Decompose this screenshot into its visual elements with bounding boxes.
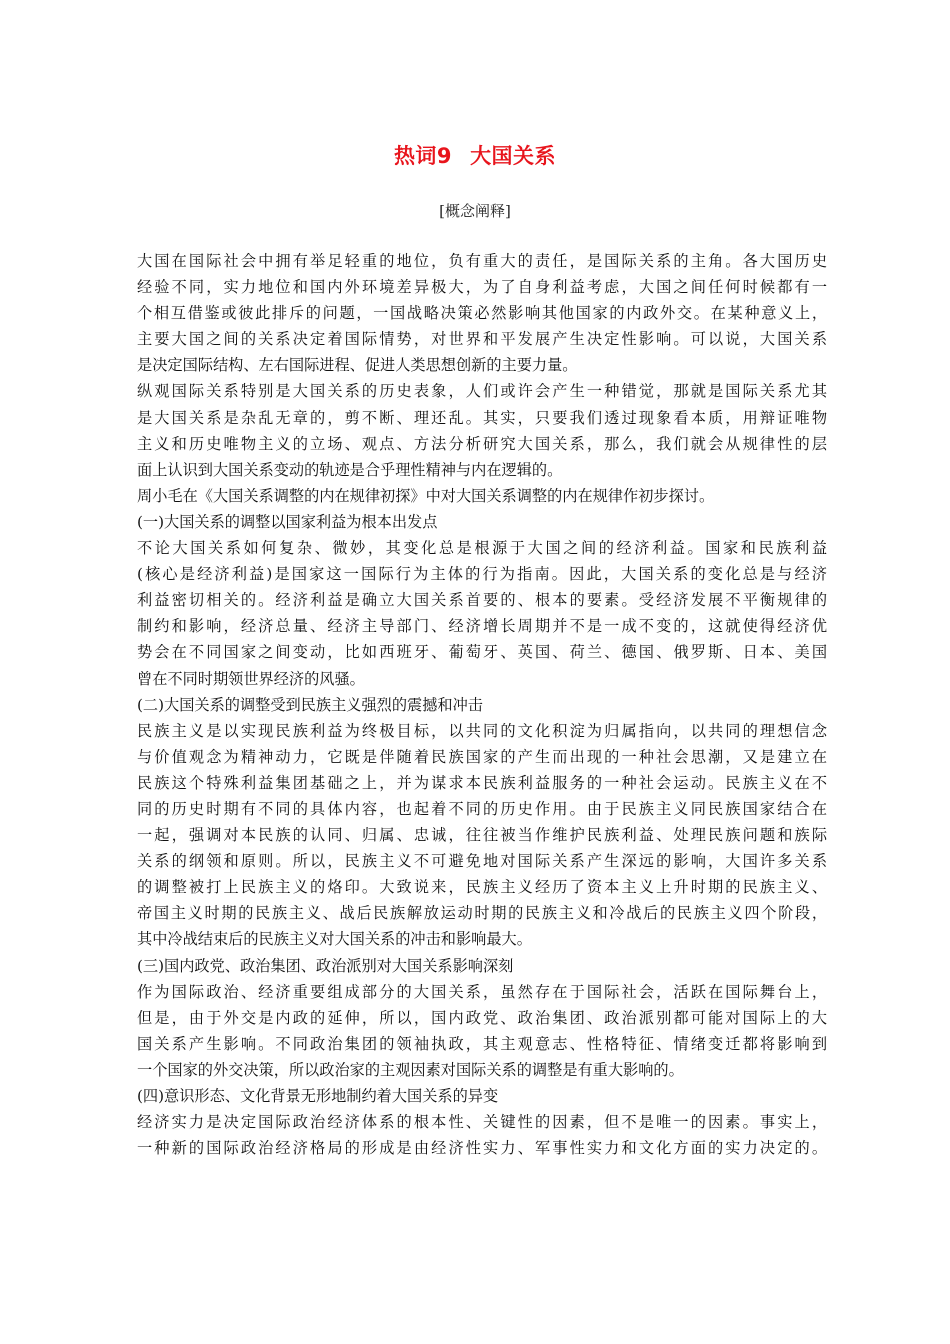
text-line: 利益密切相关的。经济利益是确立大国关系首要的、根本的要素。受经济发展不平衡规律的 (137, 591, 827, 610)
text-line: 与价值观念为精神动力，它既是伴随着民族国家的产生而出现的一种社会思潮，又是建立在 (137, 747, 827, 766)
title-topic: 大国关系 (470, 144, 557, 168)
text-line: 大国在国际社会中拥有举足轻重的地位，负有重大的责任，是国际关系的主角。各大国历史 (137, 252, 827, 270)
text-line: (核心是经济利益)是国家这一国际行为主体的行为指南。因此，大国关系的变化总是与经济 (137, 565, 827, 584)
text-line: 主义和历史唯物主义的立场、观点、方法分析研究大国关系，那么，我们就会从规律性的层 (137, 434, 827, 453)
text-line: (三)国内政党、政治集团、政治派别对大国关系影响深刻 (137, 956, 514, 975)
text-line: 但是，由于外交是内政的延伸，所以，国内政党、政治集团、政治派别都可能对国际上的大 (137, 1008, 827, 1027)
text-line: (二)大国关系的调整受到民族主义强烈的震撼和冲击 (137, 695, 483, 714)
text-line: 不论大国关系如何复杂、微妙，其变化总是根源于大国之间的经济利益。国家和民族利益 (137, 539, 827, 558)
page-title (0, 141, 950, 171)
text-line: 同的历史时期有不同的具体内容，也起着不同的历史作用。由于民族主义同民族国家结合在 (137, 799, 827, 818)
text-line: 民族这个特殊利益集团基础之上，并为谋求本民族利益服务的一种社会运动。民族主义在不 (137, 773, 827, 792)
text-line: 民族主义是以实现民族利益为终极目标，以共同的文化积淀为归属指向，以共同的理想信念 (137, 721, 827, 740)
text-line: (四)意识形态、文化背景无形地制约着大国关系的异变 (137, 1087, 499, 1105)
text-line: 国关系产生影响。不同政治集团的领袖执政，其主观意志、性格特征、情绪变迁都将影响到 (137, 1034, 827, 1053)
text-line: 制约和影响，经济总量、经济主导部门、经济增长周期并不是一成不变的，这就使得经济优 (137, 617, 827, 636)
text-line: 关系的纲领和原则。所以，民族主义不可避免地对国际关系产生深远的影响，大国许多关系 (137, 852, 827, 871)
text-line: 其中冷战结束后的民族主义对大国关系的冲击和影响最大。 (137, 930, 532, 949)
text-line: (一)大国关系的调整以国家利益为根本出发点 (137, 512, 438, 531)
text-line: 势会在不同国家之间变动，比如西班牙、葡萄牙、英国、荷兰、德国、俄罗斯、日本、美国 (137, 643, 827, 662)
text-line: 纵观国际关系特别是大国关系的历史表象，人们或许会产生一种错觉，那就是国际关系尤其 (137, 382, 827, 401)
section-subtitle: [概念阐释] (439, 202, 511, 220)
text-line: 个相互借鉴或彼此排斥的问题，一国战略决策必然影响其他国家的内政外交。在某种意义上， (137, 304, 827, 323)
text-line: 的调整被打上民族主义的烙印。大致说来，民族主义经历了资本主义上升时期的民族主义、 (137, 878, 827, 897)
text-line: 曾在不同时期领世界经济的风骚。 (137, 669, 365, 688)
text-line: 主要大国之间的关系决定着国际情势，对世界和平发展产生决定性影响。可以说，大国关系 (137, 330, 827, 349)
text-line: 是决定国际结构、左右国际进程、促进人类思想创新的主要力量。 (137, 356, 578, 375)
text-line: 经济实力是决定国际政治经济体系的根本性、关键性的因素，但不是唯一的因素。事实上， (137, 1113, 827, 1132)
text-line: 周小毛在《大国关系调整的内在规律初探》中对大国关系调整的内在规律作初步探讨。 (137, 486, 715, 505)
text-line: 面上认识到大国关系变动的轨迹是合乎理性精神与内在逻辑的。 (137, 460, 563, 479)
text-line: 一个国家的外交决策，所以政治家的主观因素对国际关系的调整是有重大影响的。 (137, 1060, 684, 1079)
text-line: 是大国关系是杂乱无章的，剪不断、理还乱。其实，只要我们透过现象看本质，用辩证唯物 (137, 408, 827, 427)
title-label: 热词9 (393, 144, 453, 168)
body-text (137, 248, 827, 1161)
text-line: 一起，强调对本民族的认同、归属、忠诚，往往被当作维护民族利益、处理民族问题和族际 (137, 826, 827, 845)
text-line: 一种新的国际政治经济格局的形成是由经济性实力、军事性实力和文化方面的实力决定的。 (137, 1139, 827, 1158)
text-line: 帝国主义时期的民族主义、战后民族解放运动时期的民族主义和冷战后的民族主义四个阶段， (137, 904, 827, 923)
text-line: 作为国际政治、经济重要组成部分的大国关系，虽然存在于国际社会，活跃在国际舞台上， (137, 982, 827, 1001)
text-line: 经验不同，实力地位和国内外环境差异极大，为了自身利益考虑，大国之间任何时候都有一 (137, 278, 827, 297)
